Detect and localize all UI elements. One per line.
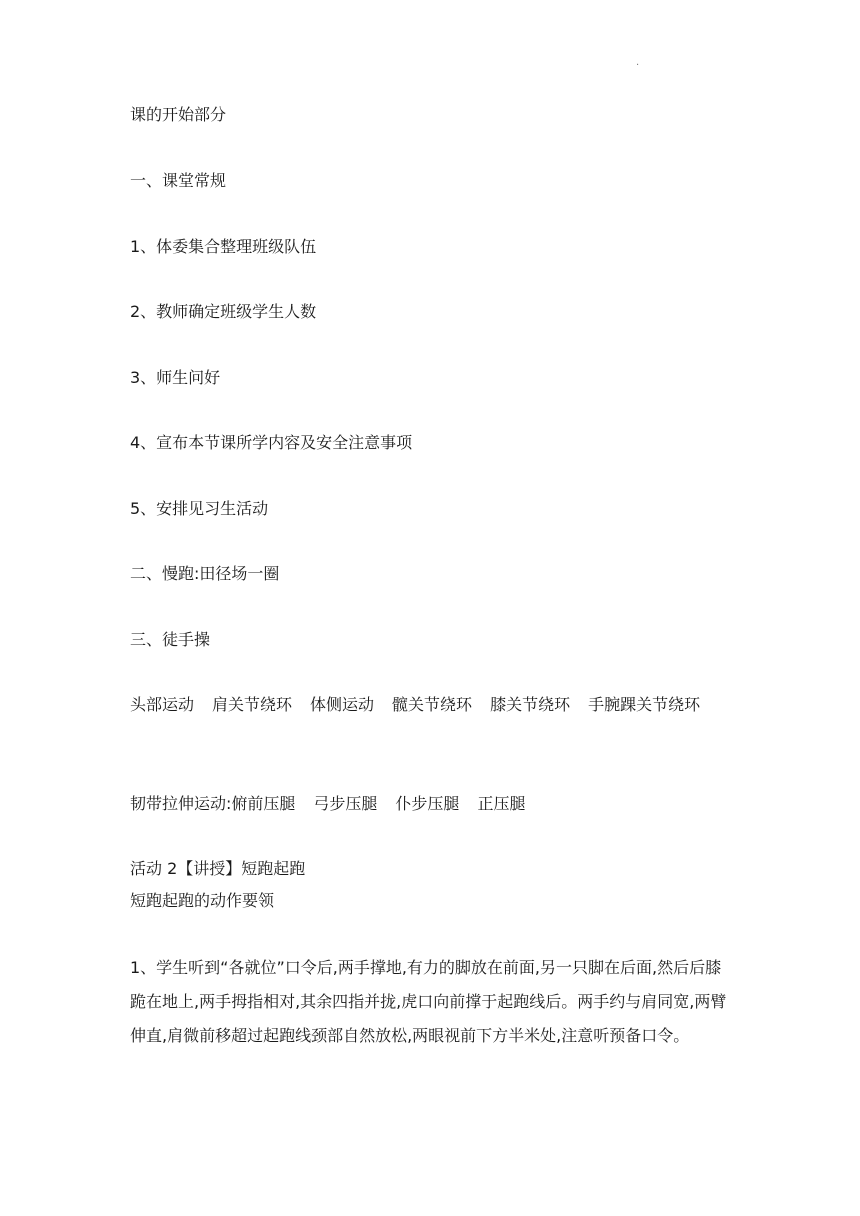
stretch-item: 正压腿 bbox=[477, 794, 526, 813]
routine-item-2: 2、教师确定班级学生人数 bbox=[130, 302, 317, 321]
exercise-item: 膝关节绕环 bbox=[490, 695, 571, 714]
section-heading: 课的开始部分 bbox=[130, 105, 227, 124]
stretch-item: 弓步压腿 bbox=[313, 794, 378, 813]
exercise-item: 体侧运动 bbox=[310, 695, 375, 714]
exercise-item: 肩关节绕环 bbox=[212, 695, 293, 714]
essentials-title: 短跑起跑的动作要领 bbox=[130, 891, 275, 910]
page-marker: . bbox=[636, 57, 640, 68]
routine-item-4: 4、宣布本节课所学内容及安全注意事项 bbox=[130, 433, 413, 452]
section-jogging: 二、慢跑:田径场一圈 bbox=[130, 564, 280, 583]
exercise-list bbox=[130, 688, 735, 722]
exercise-item: 头部运动 bbox=[130, 695, 195, 714]
exercise-item: 手腕踝关节绕环 bbox=[588, 695, 701, 714]
stretch-item: 仆步压腿 bbox=[395, 794, 460, 813]
activity-title: 活动 2【讲授】短跑起跑 bbox=[130, 859, 306, 878]
section-classroom-routine: 一、课堂常规 bbox=[130, 171, 227, 190]
routine-item-1: 1、体委集合整理班级队伍 bbox=[130, 237, 317, 256]
routine-item-3: 3、师生问好 bbox=[130, 368, 221, 387]
step-1-paragraph: 1、学生听到“各就位”口令后,两手撑地,有力的脚放在前面,另一只脚在后面,然后后膝跪在地上,两手拇指相对,其余四指并拢,虎口向前撑于起跑线后。两手约与肩同宽,两臂伸直,肩微前移超过起跑线颈部自然放松,两眼视前下方半米处,注意听预备口令。 bbox=[130, 958, 727, 1045]
stretch-list bbox=[130, 794, 525, 814]
routine-item-5: 5、安排见习生活动 bbox=[130, 499, 269, 518]
section-freehand-exercise: 三、徒手操 bbox=[130, 630, 211, 649]
stretch-label: 韧带拉伸运动:俯前压腿 bbox=[130, 794, 296, 813]
exercise-item: 髋关节绕环 bbox=[392, 695, 473, 714]
